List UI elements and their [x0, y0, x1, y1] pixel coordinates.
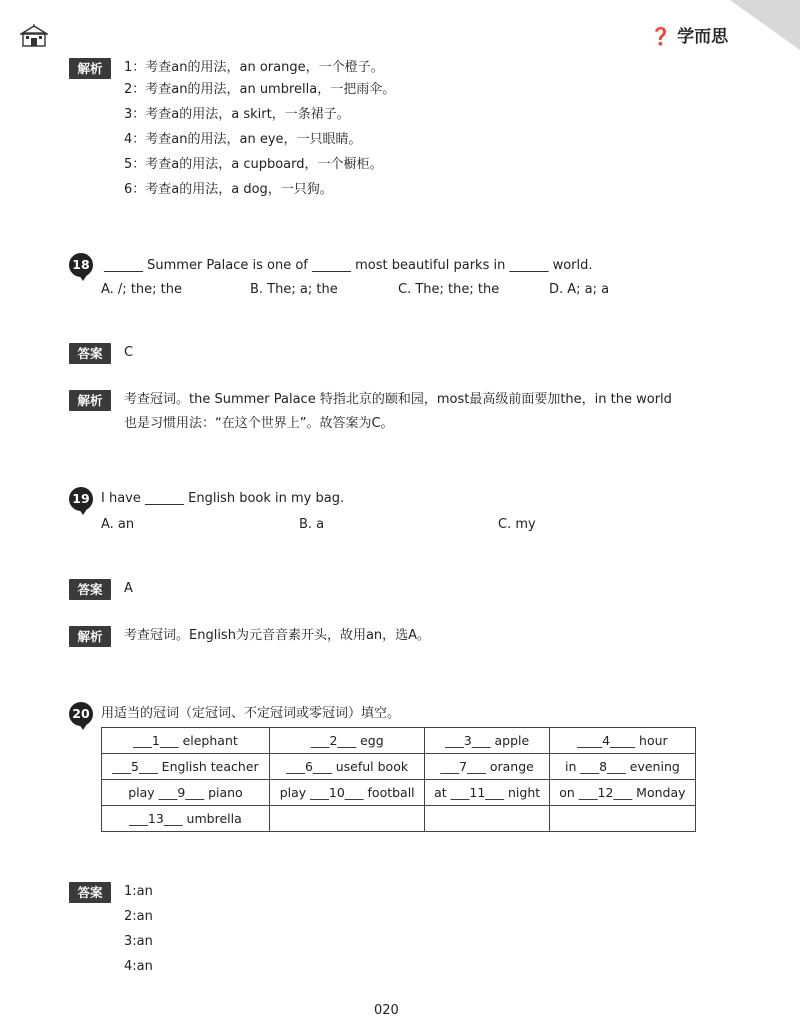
question-number-19: 19: [69, 487, 93, 511]
fill-in-table: [101, 727, 696, 832]
table-cell: ___13___ umbrella: [102, 806, 270, 832]
analysis-line: 5：考查a的用法，a cupboard，一个橱柜。: [124, 157, 383, 172]
table-cell: ___2___ egg: [269, 728, 425, 754]
analysis-line: 3：考查a的用法，a skirt，一条裙子。: [124, 107, 350, 122]
option-a: A. an: [101, 517, 135, 532]
answer-value: C: [124, 345, 134, 360]
brand-name: 学而思: [677, 27, 729, 47]
table-cell: [269, 806, 425, 832]
option-c: C. my: [498, 517, 536, 532]
page-number: 020: [374, 1003, 399, 1018]
table-cell: [549, 806, 695, 832]
table-cell: ___1___ elephant: [102, 728, 270, 754]
answer-line: 1:an: [124, 884, 153, 899]
question-20-stem: 用适当的冠词（定冠词、不定冠词或零冠词）填空。: [101, 706, 401, 721]
option-c: C. The; the; the: [398, 282, 500, 297]
analysis-line: 也是习惯用法：“在这个世界上”。故答案为C。: [124, 416, 394, 431]
table-cell: ___3___ apple: [425, 728, 549, 754]
table-cell: on ___12___ Monday: [549, 780, 695, 806]
page-corner-decoration: [730, 0, 800, 50]
answer-line: 4:an: [124, 959, 153, 974]
analysis-line: 考查冠词。English为元音音素开头，故用an，选A。: [124, 628, 431, 643]
analysis-label: 解析: [69, 58, 111, 79]
analysis-line: 考查冠词。the Summer Palace 特指北京的颐和园，most最高级前面要加the，in the world: [124, 392, 672, 407]
option-b: B. The; a; the: [250, 282, 338, 297]
brand-logo: [650, 22, 728, 47]
option-d: D. A; a; a: [549, 282, 610, 297]
question-19-stem: I have ______ English book in my bag.: [101, 491, 345, 506]
table-cell: ___5___ English teacher: [102, 754, 270, 780]
answer-label: 答案: [69, 579, 111, 600]
question-number-18: 18: [69, 253, 93, 277]
table-cell: in ___8___ evening: [549, 754, 695, 780]
analysis-label: 解析: [69, 626, 111, 647]
table-cell: ___6___ useful book: [269, 754, 425, 780]
table-cell: play ___9___ piano: [102, 780, 270, 806]
table-row: [102, 780, 696, 806]
table-cell: [425, 806, 549, 832]
analysis-line: 2：考查an的用法，an umbrella，一把雨伞。: [124, 82, 396, 97]
table-row: [102, 754, 696, 780]
answer-line: 2:an: [124, 909, 153, 924]
option-a: A. /; the; the: [101, 282, 183, 297]
answer-value: A: [124, 581, 133, 596]
option-b: B. a: [299, 517, 325, 532]
analysis-label: 解析: [69, 390, 111, 411]
school-building-icon: [20, 24, 48, 48]
question-18-stem: ______ Summer Palace is one of ______ most beautiful parks in ______ world.: [104, 258, 593, 273]
analysis-line: 1：考查an的用法，an orange，一个橙子。: [124, 60, 384, 75]
table-cell: play ___10___ football: [269, 780, 425, 806]
brand-mark-icon: ❓: [650, 27, 672, 47]
analysis-line: 6：考查a的用法，a dog，一只狗。: [124, 182, 333, 197]
table-row: [102, 806, 696, 832]
answer-label: 答案: [69, 343, 111, 364]
answer-label: 答案: [69, 882, 111, 903]
analysis-line: 4：考查an的用法，an eye，一只眼睛。: [124, 132, 362, 147]
table-cell: ___7___ orange: [425, 754, 549, 780]
question-number-20: 20: [69, 702, 93, 726]
table-cell: ____4____ hour: [549, 728, 695, 754]
answer-line: 3:an: [124, 934, 153, 949]
table-row: [102, 728, 696, 754]
table-cell: at ___11___ night: [425, 780, 549, 806]
